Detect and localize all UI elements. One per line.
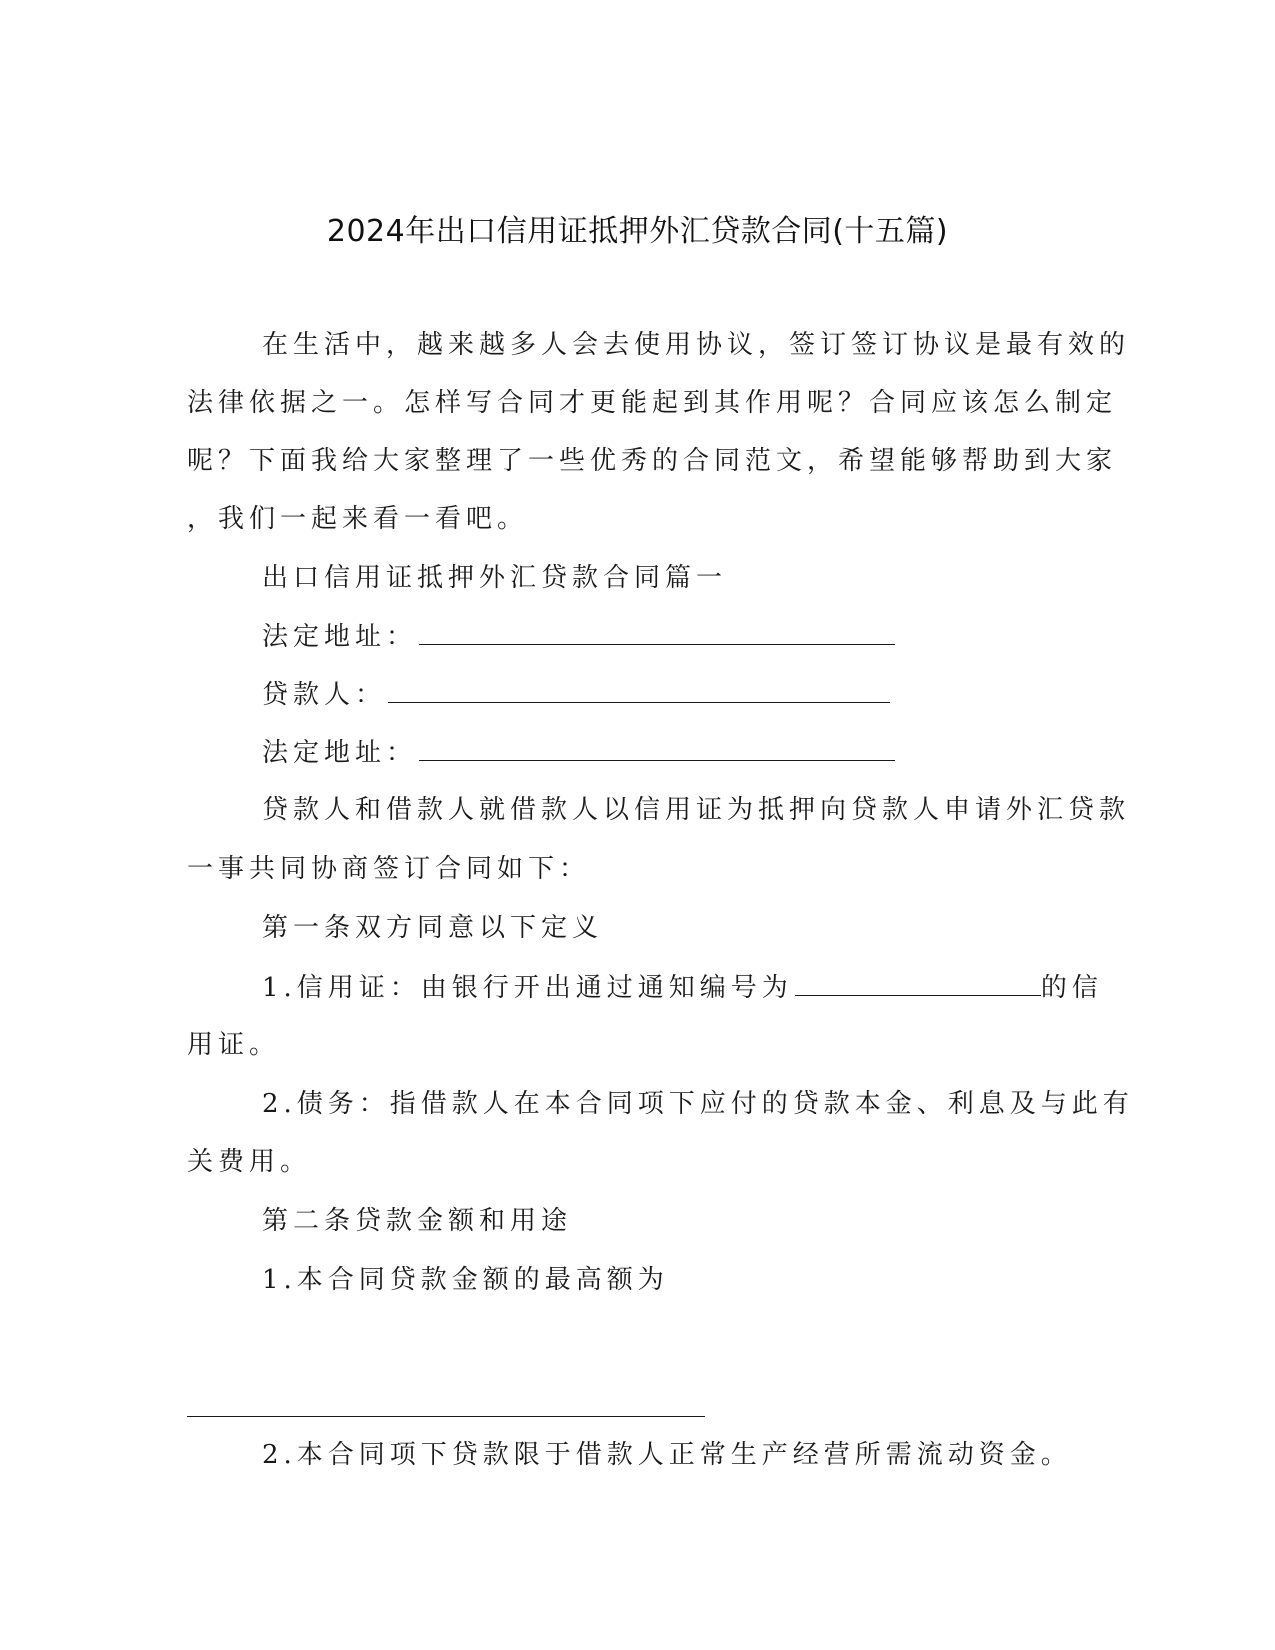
address-field-2 [262, 734, 895, 771]
article-2-item-1: 1.本合同贷款金额的最高额为 [262, 1265, 669, 1295]
article-2-item-2: 2.本合同项下贷款限于借款人正常生产经营所需流动资金。 [262, 1440, 1072, 1470]
document-title: 2024年出口信用证抵押外汇贷款合同(十五篇) [326, 214, 949, 249]
notice-number-blank [795, 969, 1041, 996]
address-label: 法定地址： [262, 622, 418, 652]
intro-line-4: ，我们一起来看一看吧。 [187, 504, 529, 534]
article-1-item-1-cont: 用证。 [187, 1030, 281, 1060]
article-1-item-2: 2.债务：指借款人在本合同项下应付的贷款本金、利息及与此有 [262, 1089, 1134, 1119]
article-1-item-2-cont: 关费用。 [187, 1147, 312, 1177]
address-label: 法定地址： [262, 738, 418, 768]
lender-field [262, 676, 890, 713]
item-text: 的信 [1040, 973, 1103, 1003]
article-1-heading: 第一条双方同意以下定义 [262, 913, 604, 943]
item-text: 1.信用证：由银行开出通过通知编号为 [262, 973, 793, 1003]
article-1-item-1 [262, 969, 1103, 1006]
address-field-1 [262, 618, 895, 655]
preamble-line-2: 一事共同协商签订合同如下： [187, 854, 591, 884]
intro-line-1: 在生活中，越来越多人会去使用协议，签订签订协议是最有效的 [262, 330, 1131, 360]
amount-blank [187, 1416, 705, 1417]
section-heading: 出口信用证抵押外汇贷款合同篇一 [262, 563, 728, 593]
intro-line-2: 法律依据之一。怎样写合同才更能起到其作用呢？合同应该怎么制定 [187, 388, 1118, 418]
address-blank [419, 734, 895, 761]
intro-line-3: 呢？下面我给大家整理了一些优秀的合同范文，希望能够帮助到大家 [187, 446, 1118, 476]
lender-blank [388, 676, 890, 703]
lender-label: 贷款人： [262, 680, 387, 710]
preamble-line-1: 贷款人和借款人就借款人以信用证为抵押向贷款人申请外汇贷款 [262, 795, 1131, 825]
address-blank [419, 618, 895, 645]
article-2-heading: 第二条贷款金额和用途 [262, 1206, 573, 1236]
